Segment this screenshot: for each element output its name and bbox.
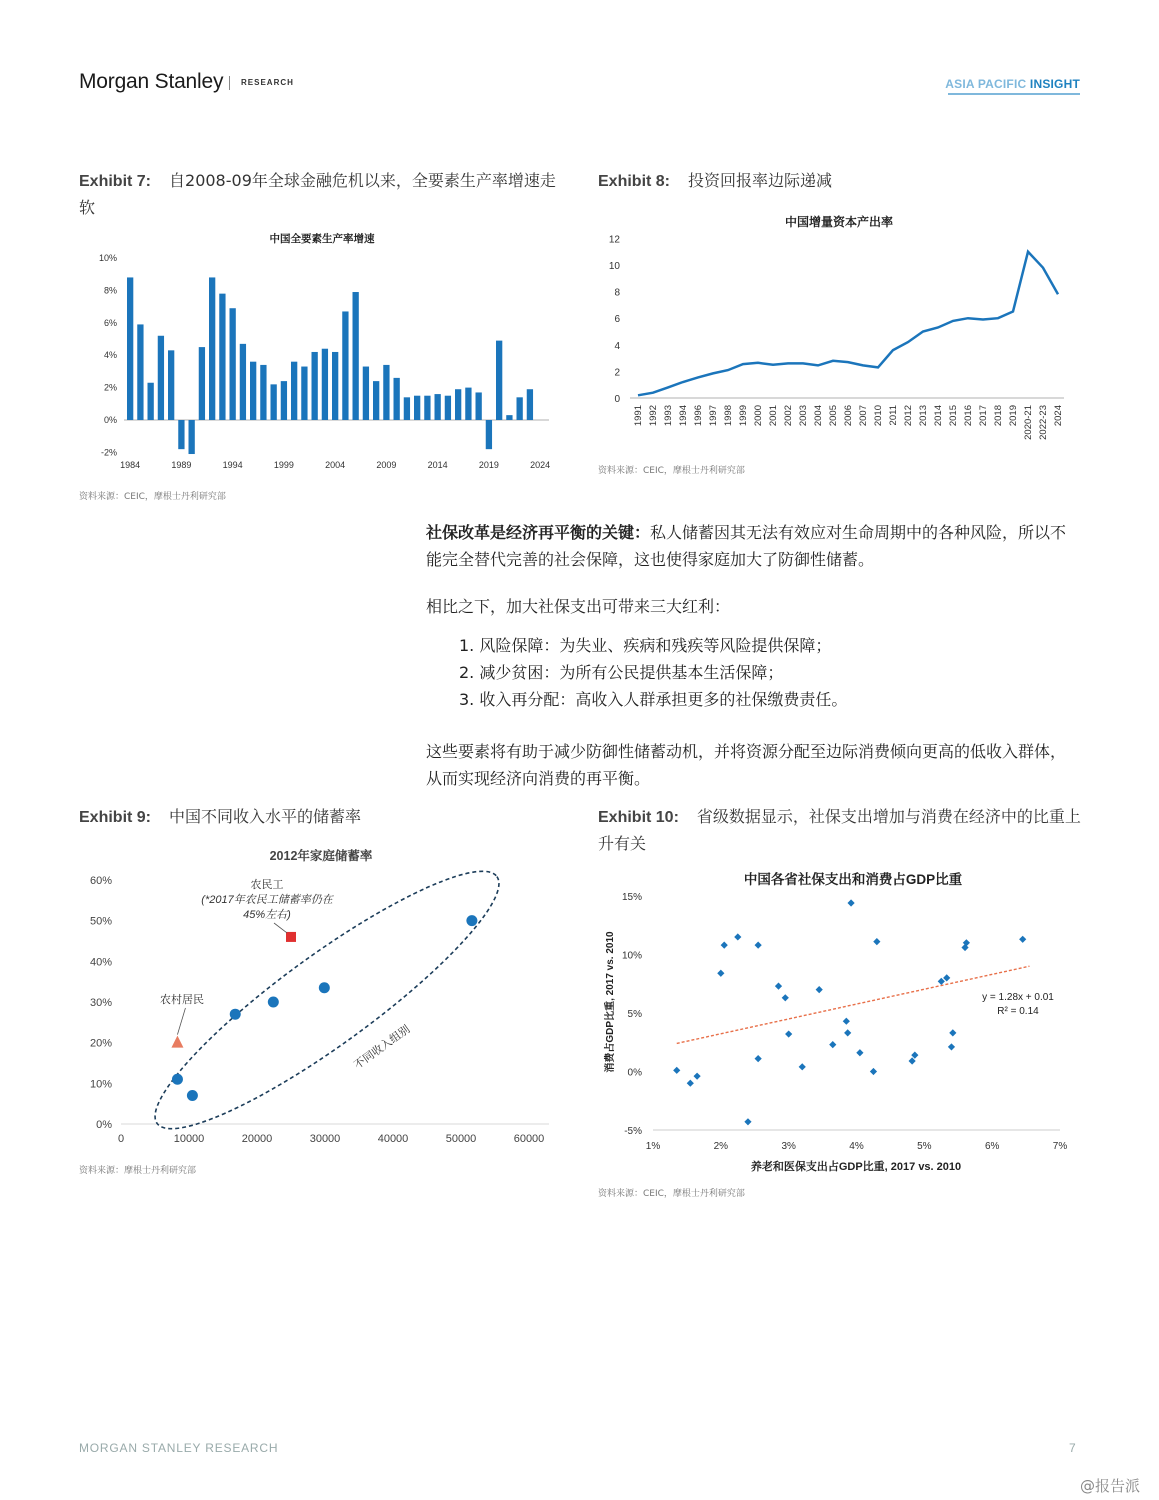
chart-icor-x-tick: 2024 (1053, 405, 1064, 427)
chart-tfp-x-tick: 2014 (427, 460, 448, 470)
data-point (319, 982, 330, 993)
chart-icor-x-tick: 1994 (678, 405, 689, 427)
chart-icor-x-tick: 2020-21 (1023, 405, 1034, 440)
data-point (734, 933, 741, 940)
chart-icor-y-tick: 12 (608, 234, 620, 246)
bar (127, 277, 133, 420)
exhibit10-caption (598, 804, 1083, 857)
bar (424, 396, 430, 420)
chart-icor-x-tick: 1999 (738, 405, 749, 427)
chart-provinces-y-tick: -5% (624, 1126, 642, 1137)
rural-resident-marker (171, 1036, 183, 1048)
bar (148, 383, 154, 420)
exhibit7-label: Exhibit 7: (79, 173, 152, 190)
chart-provinces (598, 862, 1078, 1182)
list-item: 2. 减少贫困：为所有公民提供基本生活保障； (459, 663, 784, 682)
chart-icor (598, 208, 1078, 458)
chart-provinces-y-tick: 0% (627, 1067, 642, 1079)
bar (240, 344, 246, 420)
bar (486, 420, 492, 449)
bar (476, 392, 482, 420)
data-point (782, 994, 789, 1001)
exhibit9-caption (79, 804, 559, 831)
bar (373, 381, 379, 420)
paragraph-lead: 社保改革是经济再平衡的关键： (426, 523, 651, 542)
chart-icor-x-tick: 2019 (1008, 405, 1019, 427)
chart-provinces-y-tick: 5% (627, 1009, 642, 1020)
bar (137, 324, 143, 420)
chart-icor-x-tick: 1997 (708, 405, 719, 427)
chart-icor-x-tick: 2005 (828, 405, 839, 427)
data-point (856, 1049, 863, 1056)
chart-icor-x-tick: 2022-23 (1038, 405, 1049, 440)
chart-tfp-y-tick: -2% (100, 447, 117, 458)
exhibit10-label: Exhibit 10: (598, 809, 679, 826)
data-point (230, 1009, 241, 1020)
bar (250, 362, 256, 420)
regression-equation: y = 1.28x + 0.01 (982, 992, 1054, 1003)
chart-icor-x-tick: 2013 (918, 405, 929, 427)
data-point (943, 974, 950, 981)
dividend-list (459, 632, 1079, 713)
chart-icor-y-tick: 8 (614, 287, 620, 299)
chart-provinces-y-label: 消费占GDP比重, 2017 vs. 2010 (605, 931, 616, 1073)
chart-tfp-y-tick: 10% (98, 253, 117, 263)
migrant-worker-marker (286, 932, 296, 942)
data-point (816, 986, 823, 993)
chart-tfp-y-tick: 2% (103, 382, 117, 393)
chart-icor-x-tick: 2010 (873, 405, 884, 427)
data-point (187, 1090, 198, 1101)
data-point (172, 1074, 183, 1085)
chart-provinces-x-tick: 2% (713, 1141, 729, 1152)
chart-icor-x-tick: 2000 (753, 405, 764, 427)
chart-icor-x-tick: 1998 (723, 405, 734, 427)
chart-provinces-x-tick: 6% (984, 1141, 1000, 1152)
bar (527, 389, 533, 420)
data-point (938, 978, 945, 985)
chart-provinces-x-tick: 5% (917, 1141, 932, 1152)
chart-icor-y-tick: 4 (614, 340, 620, 352)
bar (312, 352, 318, 420)
regression-r2: R² = 0.14 (997, 1006, 1039, 1017)
data-point (843, 1018, 850, 1025)
exhibit7-source: 资料来源：CEIC，摩根士丹利研究部 (79, 492, 226, 502)
data-point (673, 1067, 680, 1074)
chart-icor-x-tick: 2017 (978, 405, 989, 427)
data-point (268, 997, 279, 1008)
watermark: @报告派 (1080, 1477, 1141, 1495)
income-group-label: 不同收入组别 (352, 1023, 413, 1072)
bar (281, 381, 287, 420)
chart-provinces-y-tick: 10% (621, 950, 642, 962)
brand-subtitle: RESEARCH (241, 78, 294, 87)
data-point (721, 942, 728, 949)
chart-tfp-x-tick: 1994 (222, 460, 243, 470)
series-title-light: ASIA PACIFIC (945, 77, 1027, 91)
bar (322, 349, 328, 420)
data-point (755, 1055, 762, 1062)
bar (260, 365, 266, 420)
chart-icor-x-tick: 2007 (858, 405, 869, 427)
bar (394, 378, 400, 420)
exhibit10-title: 省级数据显示，社保支出增加与消费在经济中的比重上升有关 (598, 807, 1081, 853)
bar (404, 397, 410, 420)
chart-savings-y-tick: 10% (89, 1078, 112, 1091)
chart-icor-y-tick: 0 (614, 394, 620, 405)
chart-icor-x-tick: 2006 (843, 405, 854, 427)
chart-icor-x-tick: 2014 (933, 405, 944, 427)
bar (230, 308, 236, 420)
chart-icor-x-tick: 2018 (993, 405, 1004, 427)
data-point (799, 1063, 806, 1070)
chart-savings-x-tick: 40000 (377, 1133, 409, 1145)
data-point (1019, 936, 1026, 943)
bar (465, 388, 471, 420)
data-point (949, 1029, 956, 1036)
rural-resident-leader (177, 1008, 185, 1035)
bar (158, 336, 164, 420)
bar (332, 352, 338, 420)
bar (383, 365, 389, 420)
chart-tfp-x-tick: 2004 (325, 460, 346, 470)
chart-provinces-y-tick: 15% (621, 892, 642, 903)
chart-savings-y-tick: 50% (89, 915, 112, 928)
chart-tfp-y-tick: 6% (103, 317, 117, 328)
chart-tfp-title: 中国全要素生产率增速 (269, 233, 375, 245)
exhibit8-title: 投资回报率边际递减 (688, 171, 833, 190)
exhibit9-title: 中国不同收入水平的储蓄率 (169, 807, 362, 826)
data-point (847, 899, 854, 906)
migrant-worker-label: 农民工 (250, 879, 284, 891)
trend-line (677, 966, 1030, 1043)
chart-tfp-x-tick: 2024 (530, 460, 551, 470)
brand-logo: Morgan Stanley (79, 70, 224, 93)
paragraph-dividends: 相比之下，加大社保支出可带来三大红利： (426, 597, 731, 616)
bar (291, 362, 297, 420)
bar (517, 397, 523, 420)
bar (414, 396, 420, 420)
chart-savings-y-tick: 40% (89, 956, 112, 969)
chart-tfp (79, 228, 559, 478)
data-point (717, 970, 724, 977)
data-point (693, 1073, 700, 1080)
exhibit9-source: 资料来源：摩根士丹利研究部 (79, 1166, 197, 1176)
chart-tfp-y-tick: 4% (103, 350, 117, 361)
bar (353, 292, 359, 420)
chart-savings-y-tick: 60% (89, 875, 112, 887)
data-point (755, 942, 762, 949)
migrant-worker-note: (*2017年农民工储蓄率仍在 (201, 894, 333, 906)
data-point (870, 1068, 877, 1075)
chart-icor-y-tick: 10 (608, 261, 620, 272)
chart-tfp-x-tick: 1999 (273, 460, 294, 470)
rural-resident-label: 农村居民 (160, 994, 204, 1006)
data-point (844, 1029, 851, 1036)
chart-icor-x-tick: 1992 (648, 405, 659, 427)
chart-savings-x-tick: 10000 (173, 1133, 205, 1145)
chart-icor-x-tick: 2004 (813, 405, 824, 427)
bar (496, 341, 502, 420)
chart-savings-x-tick: 30000 (309, 1133, 341, 1145)
chart-icor-x-tick: 2012 (903, 405, 914, 427)
data-point (785, 1030, 792, 1037)
series-title (945, 77, 1080, 91)
chart-savings-y-tick: 20% (89, 1037, 112, 1050)
chart-savings-x-tick: 0 (117, 1133, 125, 1145)
chart-provinces-x-tick: 4% (849, 1141, 864, 1152)
exhibit7-caption (79, 168, 559, 221)
migrant-worker-leader (274, 923, 287, 933)
bar (342, 311, 348, 420)
chart-icor-title: 中国增量资本产出率 (784, 215, 894, 229)
bar (209, 277, 215, 420)
bar (506, 415, 512, 420)
data-point (775, 982, 782, 989)
exhibit8-source: 资料来源：CEIC，摩根士丹利研究部 (598, 466, 745, 476)
chart-icor-x-tick: 1993 (663, 405, 674, 427)
bar (219, 294, 225, 420)
chart-icor-y-tick: 2 (614, 367, 620, 379)
chart-icor-x-tick: 2003 (798, 405, 809, 427)
chart-provinces-title: 中国各省社保支出和消费占GDP比重 (743, 872, 963, 887)
footer-brand: MORGAN STANLEY RESEARCH (79, 1441, 279, 1455)
chart-savings (79, 840, 559, 1155)
chart-tfp-y-tick: 8% (103, 285, 117, 296)
chart-icor-series-line (638, 252, 1058, 396)
chart-icor-x-tick: 2015 (948, 405, 959, 427)
chart-provinces-x-tick: 3% (781, 1141, 796, 1152)
chart-tfp-x-tick: 1989 (171, 460, 192, 470)
bar (189, 420, 195, 454)
paragraph-rebalance: 这些要素将有助于减少防御性储蓄动机，并将资源分配至边际消费倾向更高的低收入群体，从而实现经济向消费的再平衡。 (426, 742, 1067, 788)
exhibit7-title: 自2008-09年全球金融危机以来，全要素生产率增速走软 (79, 171, 556, 217)
exhibit8-label: Exhibit 8: (598, 173, 671, 190)
chart-tfp-x-tick: 1984 (120, 460, 141, 470)
data-point (873, 938, 880, 945)
chart-icor-x-tick: 1996 (693, 405, 704, 427)
page-number: 7 (1069, 1441, 1076, 1455)
exhibit9-label: Exhibit 9: (79, 809, 152, 826)
bar (271, 384, 277, 420)
chart-icor-x-tick: 2001 (768, 405, 779, 427)
chart-icor-x-tick: 2016 (963, 405, 974, 427)
data-point (948, 1043, 955, 1050)
bar (445, 396, 451, 420)
chart-icor-y-tick: 6 (614, 314, 620, 326)
chart-savings-x-tick: 50000 (445, 1133, 477, 1145)
chart-icor-x-tick: 2011 (888, 405, 899, 426)
bar (301, 367, 307, 420)
bar (435, 394, 441, 420)
bar (363, 367, 369, 420)
migrant-worker-note: 45%左右) (243, 909, 291, 921)
paragraph-social-security (426, 519, 1081, 573)
list-item: 3. 收入再分配：高收入人群承担更多的社保缴费责任。 (459, 690, 848, 709)
paragraph-body: 私人储蓄因其无法有效应对生命周期中的各种风险，所以不能完全替代完善的社会保障，这也使得家庭加大了防御性储蓄。 (426, 523, 1067, 569)
chart-tfp-y-tick: 0% (103, 415, 117, 425)
brand-divider (229, 76, 230, 90)
series-underline (948, 93, 1080, 95)
data-point (744, 1118, 751, 1125)
chart-tfp-x-tick: 2019 (478, 460, 499, 470)
data-point (466, 915, 477, 926)
bar (168, 350, 174, 420)
chart-icor-x-tick: 1991 (633, 405, 644, 427)
data-point (829, 1041, 836, 1048)
chart-savings-x-tick: 20000 (241, 1133, 273, 1145)
chart-tfp-x-tick: 2009 (376, 460, 397, 470)
exhibit10-source: 资料来源：CEIC，摩根士丹利研究部 (598, 1189, 745, 1199)
chart-savings-x-tick: 60000 (513, 1133, 545, 1145)
chart-savings-y-tick: 0% (96, 1119, 112, 1131)
list-item: 1. 风险保障：为失业、疾病和残疾等风险提供保障； (459, 636, 832, 655)
exhibit8-caption (598, 168, 1078, 195)
chart-provinces-x-tick: 7% (1052, 1141, 1068, 1152)
chart-provinces-x-tick: 1% (645, 1141, 661, 1152)
series-title-bold: INSIGHT (1029, 77, 1080, 91)
bar (199, 347, 205, 420)
bar (455, 389, 461, 420)
bar (178, 420, 184, 449)
data-point (687, 1080, 694, 1087)
chart-provinces-x-label: 养老和医保支出占GDP比重, 2017 vs. 2010 (750, 1161, 962, 1173)
chart-icor-x-tick: 2002 (783, 405, 794, 427)
chart-savings-title: 2012年家庭储蓄率 (269, 849, 373, 863)
chart-savings-y-tick: 30% (89, 997, 112, 1009)
